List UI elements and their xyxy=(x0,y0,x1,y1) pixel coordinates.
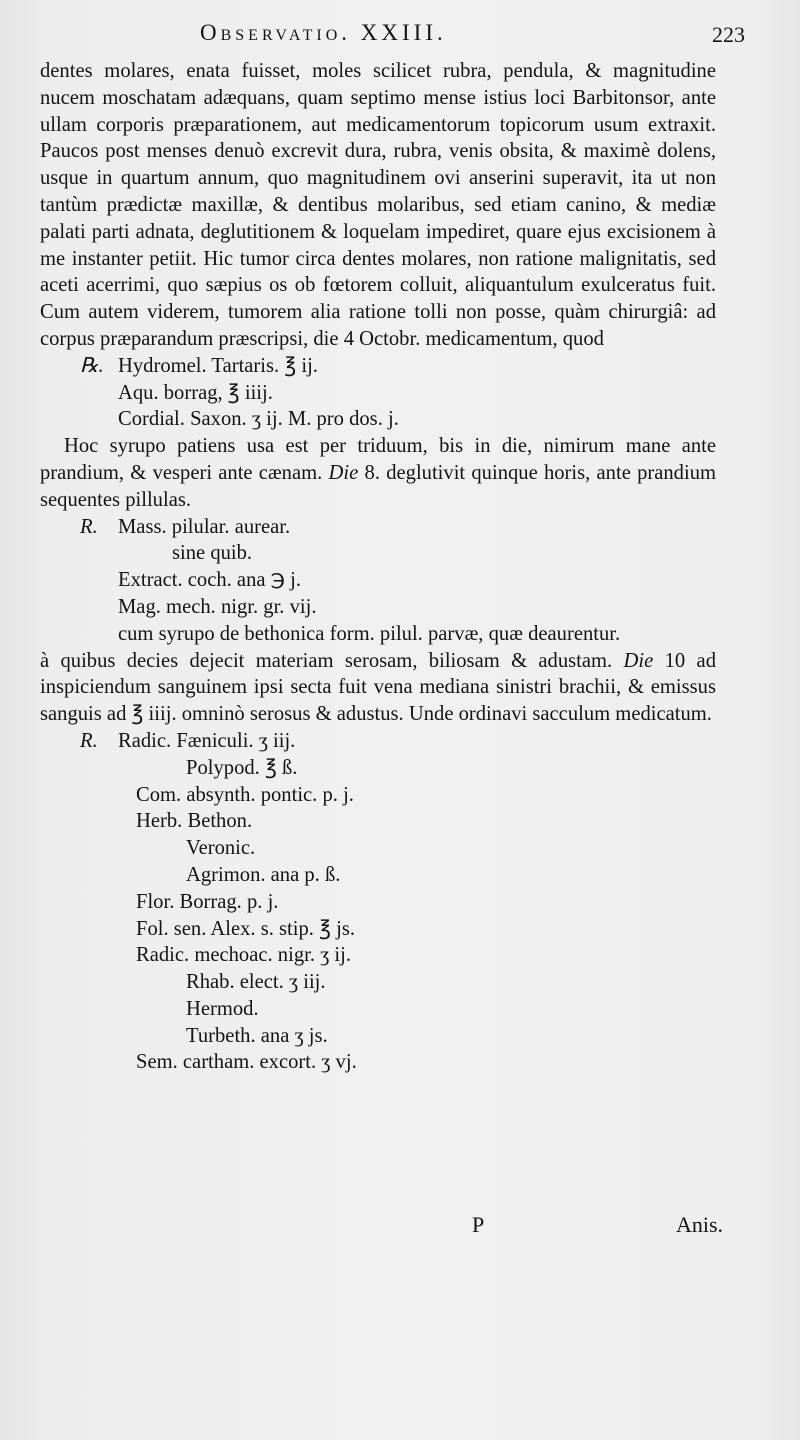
paragraph-2-text-b: 8. deglutivit quinque horis, ante prandium sequentes pillulas. xyxy=(40,461,717,511)
header-title xyxy=(200,20,447,46)
body-text xyxy=(40,58,716,1076)
recipe-3-text-10: Rhab. elect. ʒ iij. xyxy=(186,971,326,994)
recipe-3-line-7 xyxy=(40,889,716,916)
recipe-2-text-1: Mass. pilular. aurear. xyxy=(118,515,291,538)
catchword: Anis. xyxy=(676,1212,724,1237)
paragraph-3 xyxy=(40,648,716,728)
recipe-2-line-2 xyxy=(40,540,716,567)
recipe-3-text-2: Polypod. ℥ ß. xyxy=(186,756,298,779)
paragraph-3-die: Die xyxy=(623,649,654,672)
recipe-3-text-4: Herb. Bethon. xyxy=(136,810,253,833)
recipe-3 xyxy=(40,728,716,1076)
recipe-2-line-1 xyxy=(40,514,716,541)
recipe-3-text-12: Turbeth. ana ʒ js. xyxy=(186,1024,328,1047)
running-header xyxy=(0,16,800,50)
recipe-3-line-2 xyxy=(40,755,716,782)
recipe-2 xyxy=(40,514,716,648)
recipe-3-text-9: Radic. mechoac. nigr. ʒ ij. xyxy=(136,944,352,967)
recipe-1-line-3 xyxy=(40,406,716,433)
recipe-3-text-6: Agrimon. ana p. ß. xyxy=(186,863,341,886)
recipe-2-line-4 xyxy=(40,594,716,621)
paragraph-3-text-b: 10 ad inspiciendum sanguinem ipsi secta fuit vena mediana sinistri brachii, & emissus sanguis ad ℥ iiij. omninò serosus & adustus. Unde ordinavi sacculum medicatum. xyxy=(40,649,716,726)
recipe-3-text-7: Flor. Borrag. p. j. xyxy=(136,890,279,913)
recipe-1-text-2: Aqu. borrag, ℥ iiij. xyxy=(118,381,273,404)
recipe-1-line-1 xyxy=(40,353,716,380)
observation-label: Observatio. xyxy=(200,20,352,45)
recipe-2-text-3: Extract. coch. ana ℈ j. xyxy=(118,569,302,592)
recipe-3-line-10 xyxy=(40,969,716,996)
recipe-1 xyxy=(40,353,716,433)
recipe-symbol: ℞. xyxy=(80,354,104,377)
recipe-symbol: R. xyxy=(80,515,98,538)
signature-mark: P xyxy=(472,1212,485,1237)
recipe-2-line-3 xyxy=(40,567,716,594)
recipe-2-text-5: cum syrupo de bethonica form. pilul. parvæ, quæ deaurentur. xyxy=(118,622,621,645)
recipe-3-text-13: Sem. cartham. excort. ʒ vj. xyxy=(136,1051,357,1074)
recipe-3-line-3 xyxy=(40,782,716,809)
recipe-3-line-12 xyxy=(40,1023,716,1050)
recipe-1-text-3: Cordial. Saxon. ʒ ij. M. pro dos. j. xyxy=(118,408,399,431)
recipe-2-line-5 xyxy=(40,621,716,648)
recipe-3-line-9 xyxy=(40,942,716,969)
recipe-3-text-1: Radic. Fæniculi. ʒ iij. xyxy=(118,729,296,752)
recipe-3-text-5: Veronic. xyxy=(186,837,256,860)
recipe-3-line-1 xyxy=(40,728,716,755)
recipe-3-text-11: Hermod. xyxy=(186,997,259,1020)
recipe-3-line-5 xyxy=(40,835,716,862)
paragraph-2 xyxy=(40,433,716,513)
recipe-3-line-4 xyxy=(40,808,716,835)
paragraph-2-text-a: Hoc syrupo patiens usa est per triduum, bis in die, nimirum mane ante prandium, & vesperi ante cænam. xyxy=(40,435,716,484)
page-footer xyxy=(0,1208,800,1248)
recipe-2-text-4: Mag. mech. nigr. gr. vij. xyxy=(118,595,317,618)
recipe-3-line-11 xyxy=(40,996,716,1023)
recipe-3-text-3: Com. absynth. pontic. p. j. xyxy=(136,783,354,806)
observation-number: XXIII. xyxy=(360,20,447,45)
recipe-1-text-1: Hydromel. Tartaris. ℥ ij. xyxy=(118,354,318,377)
page-number: 223 xyxy=(712,22,745,47)
recipe-1-line-2 xyxy=(40,380,716,407)
paragraph-1: dentes molares, enata fuisset, moles scilicet rubra, pendula, & magnitudine nucem moschatam adæquans, quam septimo mense istius loci Barbitonsor, ante ullam corporis præparationem, aut medicamentorum topicorum usum extraxit. Paucos post menses denuò excrevit dura, rubra, venis obsita, & maximè dolens, usque in quartum annum, quo magnitudinem ovi anserini superavit, ita ut non tantùm prædictæ maxillæ, & dentibus molaribus, sed etiam canino, & mediæ palati parti adnata, deglutitionem & loquelam impediret, quare ejus excisionem à me instanter petiit. Hic tumor circa dentes molares, non ratione malignitatis, sed aceti acerrimi, quo sæpius os ob fœtorem colluit, aliquantulum exulceratus fuit. Cum autem viderem, tumorem alia ratione tolli non posse, quàm chirurgiâ: ad corpus præparandum præscripsi, die 4 Octobr. medicamentum, quod xyxy=(40,60,716,350)
recipe-3-line-6 xyxy=(40,862,716,889)
recipe-3-text-8: Fol. sen. Alex. s. stip. ℥ js. xyxy=(136,917,355,940)
paragraph-2-die: Die xyxy=(328,461,359,484)
paragraph-3-text-a: à quibus decies dejecit materiam serosam, biliosam & adustam. xyxy=(40,649,613,672)
recipe-symbol: R. xyxy=(80,729,98,752)
recipe-3-line-13 xyxy=(40,1049,716,1076)
recipe-2-text-2: sine quib. xyxy=(172,542,253,565)
recipe-3-line-8 xyxy=(40,916,716,943)
